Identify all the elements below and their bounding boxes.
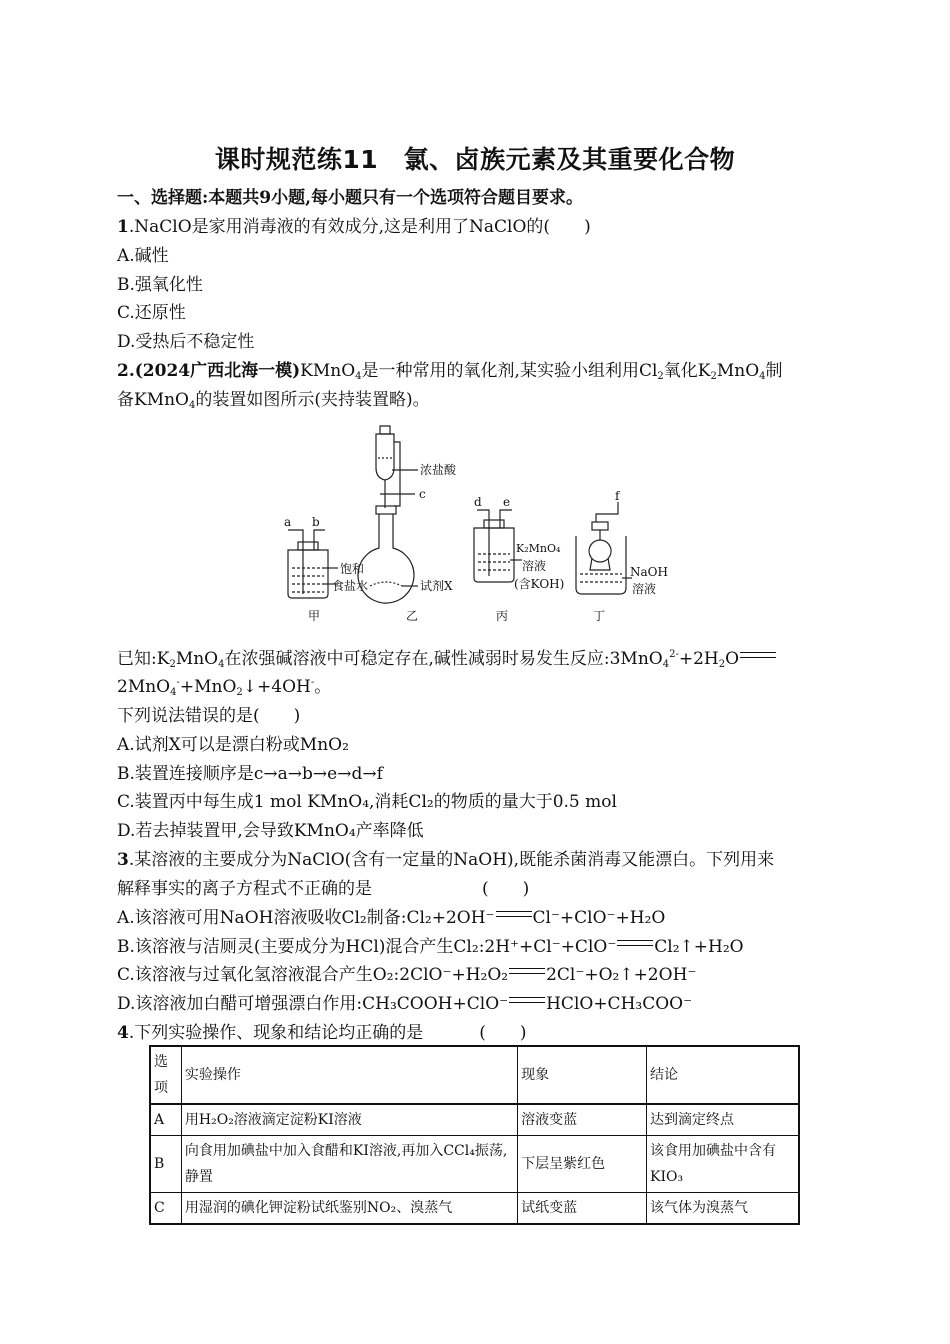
question-1-option-a: A.碱性 — [117, 246, 169, 266]
q2-sub: 2 — [657, 371, 664, 382]
question-3-stem-line1 — [117, 849, 774, 871]
table-row — [150, 1104, 799, 1136]
label-naoh-solution: 溶液 — [632, 582, 657, 596]
label-k2mno4: K₂MnO₄ — [516, 542, 561, 555]
question-2-ask: 下列说法错误的是( ) — [117, 706, 301, 726]
label-d: d — [474, 495, 482, 509]
label-naoh: NaOH — [630, 565, 668, 579]
q2-text: 。 — [314, 677, 332, 697]
q2-text: KMnO — [300, 361, 356, 381]
q3-text: HClO+CH₃COO⁻ — [546, 994, 693, 1014]
table-cell: 该食用加碘盐中含有KIO₃ — [647, 1136, 799, 1193]
label-bing: 丙 — [496, 609, 509, 623]
question-3-option-d — [117, 993, 692, 1015]
q2-sup: 2- — [669, 649, 679, 660]
question-2-source: .(2024广西北海一模) — [128, 361, 301, 381]
question-3-answer-paren: ( ) — [482, 879, 530, 899]
label-brine-1: 饱和 — [340, 562, 365, 576]
label-jia: 甲 — [308, 609, 321, 623]
q3-text: Cl⁻+ClO⁻+H₂O — [532, 908, 666, 928]
question-1-number: 1 — [117, 217, 129, 237]
label-b: b — [312, 515, 320, 529]
table-cell: 用H₂O₂溶液滴定淀粉KI溶液 — [181, 1104, 517, 1136]
equals-sign — [509, 968, 545, 974]
table-cell: 向食用加碘盐中加入食醋和KI溶液,再加入CCl₄振荡,静置 — [181, 1136, 517, 1193]
question-3-option-a — [117, 907, 665, 929]
label-c: c — [419, 487, 426, 501]
question-3-option-c — [117, 964, 696, 986]
q2-text: +2H — [678, 649, 719, 669]
equals-sign — [509, 997, 545, 1003]
table-header-cell: 现象 — [518, 1046, 647, 1104]
label-yi: 乙 — [406, 609, 419, 623]
question-2-stem-line2 — [117, 389, 430, 411]
q2-sub: 4 — [170, 687, 177, 698]
table-header-cell: 实验操作 — [181, 1046, 517, 1104]
table-cell: 达到滴定终点 — [647, 1104, 799, 1136]
q2-text: 备KMnO — [117, 390, 189, 410]
question-2-option-d: D.若去掉装置甲,会导致KMnO₄产率降低 — [117, 821, 424, 841]
table-cell: C — [150, 1193, 181, 1225]
label-koh: (含KOH) — [514, 577, 565, 591]
bottle-jia — [288, 530, 338, 598]
table-cell: 下层呈紫红色 — [518, 1136, 647, 1193]
label-hcl: 浓盐酸 — [420, 463, 457, 477]
question-1-answer-paren: ) — [550, 217, 591, 237]
page-title: 课时规范练11 氯、卤族元素及其重要化合物 — [214, 145, 736, 174]
apparatus-diagram — [270, 418, 680, 628]
section-heading: 一、选择题:本题共9小题,每小题只有一个选项符合题目要求。 — [117, 188, 584, 208]
q2-sub: 2 — [710, 371, 717, 382]
q2-sub: 4 — [189, 400, 196, 411]
question-4-answer-paren: ( ) — [479, 1023, 527, 1043]
q2-text: +MnO — [179, 677, 237, 697]
question-1-option-b: B.强氧化性 — [117, 275, 203, 295]
question-2-stem-line1 — [117, 360, 783, 382]
question-1-text: .NaClO是家用消毒液的有效成分,这是利用了NaClO的( — [128, 217, 551, 237]
q2-text: O — [725, 649, 740, 669]
question-1-option-d: D.受热后不稳定性 — [117, 332, 255, 352]
equals-sign — [617, 940, 653, 946]
q2-text: 在浓强碱溶液中可稳定存在,碱性减弱时易发生反应:3MnO — [224, 649, 663, 669]
label-e: e — [503, 495, 511, 509]
equals-sign — [740, 652, 776, 658]
table-row — [150, 1136, 799, 1193]
question-2-option-a: A.试剂X可以是漂白粉或MnO₂ — [117, 735, 349, 755]
q3-text: C.该溶液与过氧化氢溶液混合产生O₂:2ClO⁻+H₂O₂ — [117, 965, 509, 985]
beaker-ding — [576, 502, 632, 594]
q3-text: Cl₂↑+H₂O — [654, 937, 744, 957]
q2-text: 2MnO — [117, 677, 171, 697]
question-2-number: 2 — [117, 361, 129, 381]
question-4-table — [149, 1045, 800, 1225]
label-brine-2: 食盐水 — [332, 579, 369, 593]
q2-sub: 4 — [355, 371, 362, 382]
q2-text: 氧化K — [663, 361, 711, 381]
q2-sup: - — [176, 677, 180, 688]
q3-text: B.该溶液与洁厕灵(主要成分为HCl)混合产生Cl₂:2H⁺+Cl⁻+ClO⁻ — [117, 937, 617, 957]
q3-text: 解释事实的离子方程式不正确的是 — [117, 879, 372, 899]
bottle-bing — [474, 510, 522, 582]
flask-yi — [358, 426, 418, 603]
label-f: f — [615, 489, 620, 503]
question-2-known-line2 — [117, 676, 331, 698]
q2-text: MnO — [175, 649, 219, 669]
q2-text: MnO — [716, 361, 760, 381]
table-cell: B — [150, 1136, 181, 1193]
q2-sub: 4 — [218, 659, 225, 670]
table-header-row — [150, 1046, 799, 1104]
q3-text: 2Cl⁻+O₂↑+2OH⁻ — [546, 965, 697, 985]
label-ding: 丁 — [593, 609, 606, 623]
q3-text: D.该溶液加白醋可增强漂白作用:CH₃COOH+ClO⁻ — [117, 994, 509, 1014]
q2-sub: 2 — [718, 659, 726, 670]
q2-text: ↓+4OH — [242, 677, 311, 697]
q2-text: 制 — [765, 361, 783, 381]
question-1-option-c: C.还原性 — [117, 303, 186, 323]
q2-sub: 4 — [759, 371, 766, 382]
label-k2mno4-solution: 溶液 — [522, 559, 547, 573]
equals-sign — [496, 911, 532, 917]
label-a: a — [284, 515, 292, 529]
question-2-option-c: C.装置丙中每生成1 mol KMnO₄,消耗Cl₂的物质的量大于0.5 mol — [117, 792, 617, 812]
question-3-stem-line2 — [117, 878, 529, 900]
table-cell: 溶液变蓝 — [518, 1104, 647, 1136]
q4-text: .下列实验操作、现象和结论均正确的是 — [128, 1023, 424, 1043]
question-4-stem — [117, 1022, 527, 1044]
q2-sub: 2 — [169, 659, 176, 670]
table-cell: 用湿润的碘化钾淀粉试纸鉴别NO₂、溴蒸气 — [181, 1193, 517, 1225]
table-row — [150, 1193, 799, 1225]
table-cell: 该气体为溴蒸气 — [647, 1193, 799, 1225]
question-2-known-line1 — [117, 648, 777, 670]
q3-text: .某溶液的主要成分为NaClO(含有一定量的NaOH),既能杀菌消毒又能漂白。下列用来 — [128, 850, 775, 870]
table-cell: A — [150, 1104, 181, 1136]
question-3-option-b — [117, 936, 744, 958]
question-1-stem — [117, 216, 591, 238]
q2-text: 的装置如图所示(夹持装置略)。 — [195, 390, 430, 410]
label-reagent-x: 试剂X — [420, 579, 453, 593]
table-cell: 试纸变蓝 — [518, 1193, 647, 1225]
q2-sub: 4 — [662, 659, 670, 670]
q3-text: A.该溶液可用NaOH溶液吸收Cl₂制备:Cl₂+2OH⁻ — [117, 908, 495, 928]
q2-sup: - — [310, 677, 315, 688]
question-2-option-b: B.装置连接顺序是c→a→b→e→d→f — [117, 764, 383, 784]
q2-text: 已知:K — [117, 649, 170, 669]
question-3-number: 3 — [117, 850, 129, 870]
q2-text: 是一种常用的氧化剂,某实验小组利用Cl — [361, 361, 658, 381]
question-4-number: 4 — [117, 1023, 129, 1043]
q2-sub: 2 — [236, 687, 243, 698]
table-header-cell: 选项 — [150, 1046, 181, 1104]
table-header-cell: 结论 — [647, 1046, 799, 1104]
